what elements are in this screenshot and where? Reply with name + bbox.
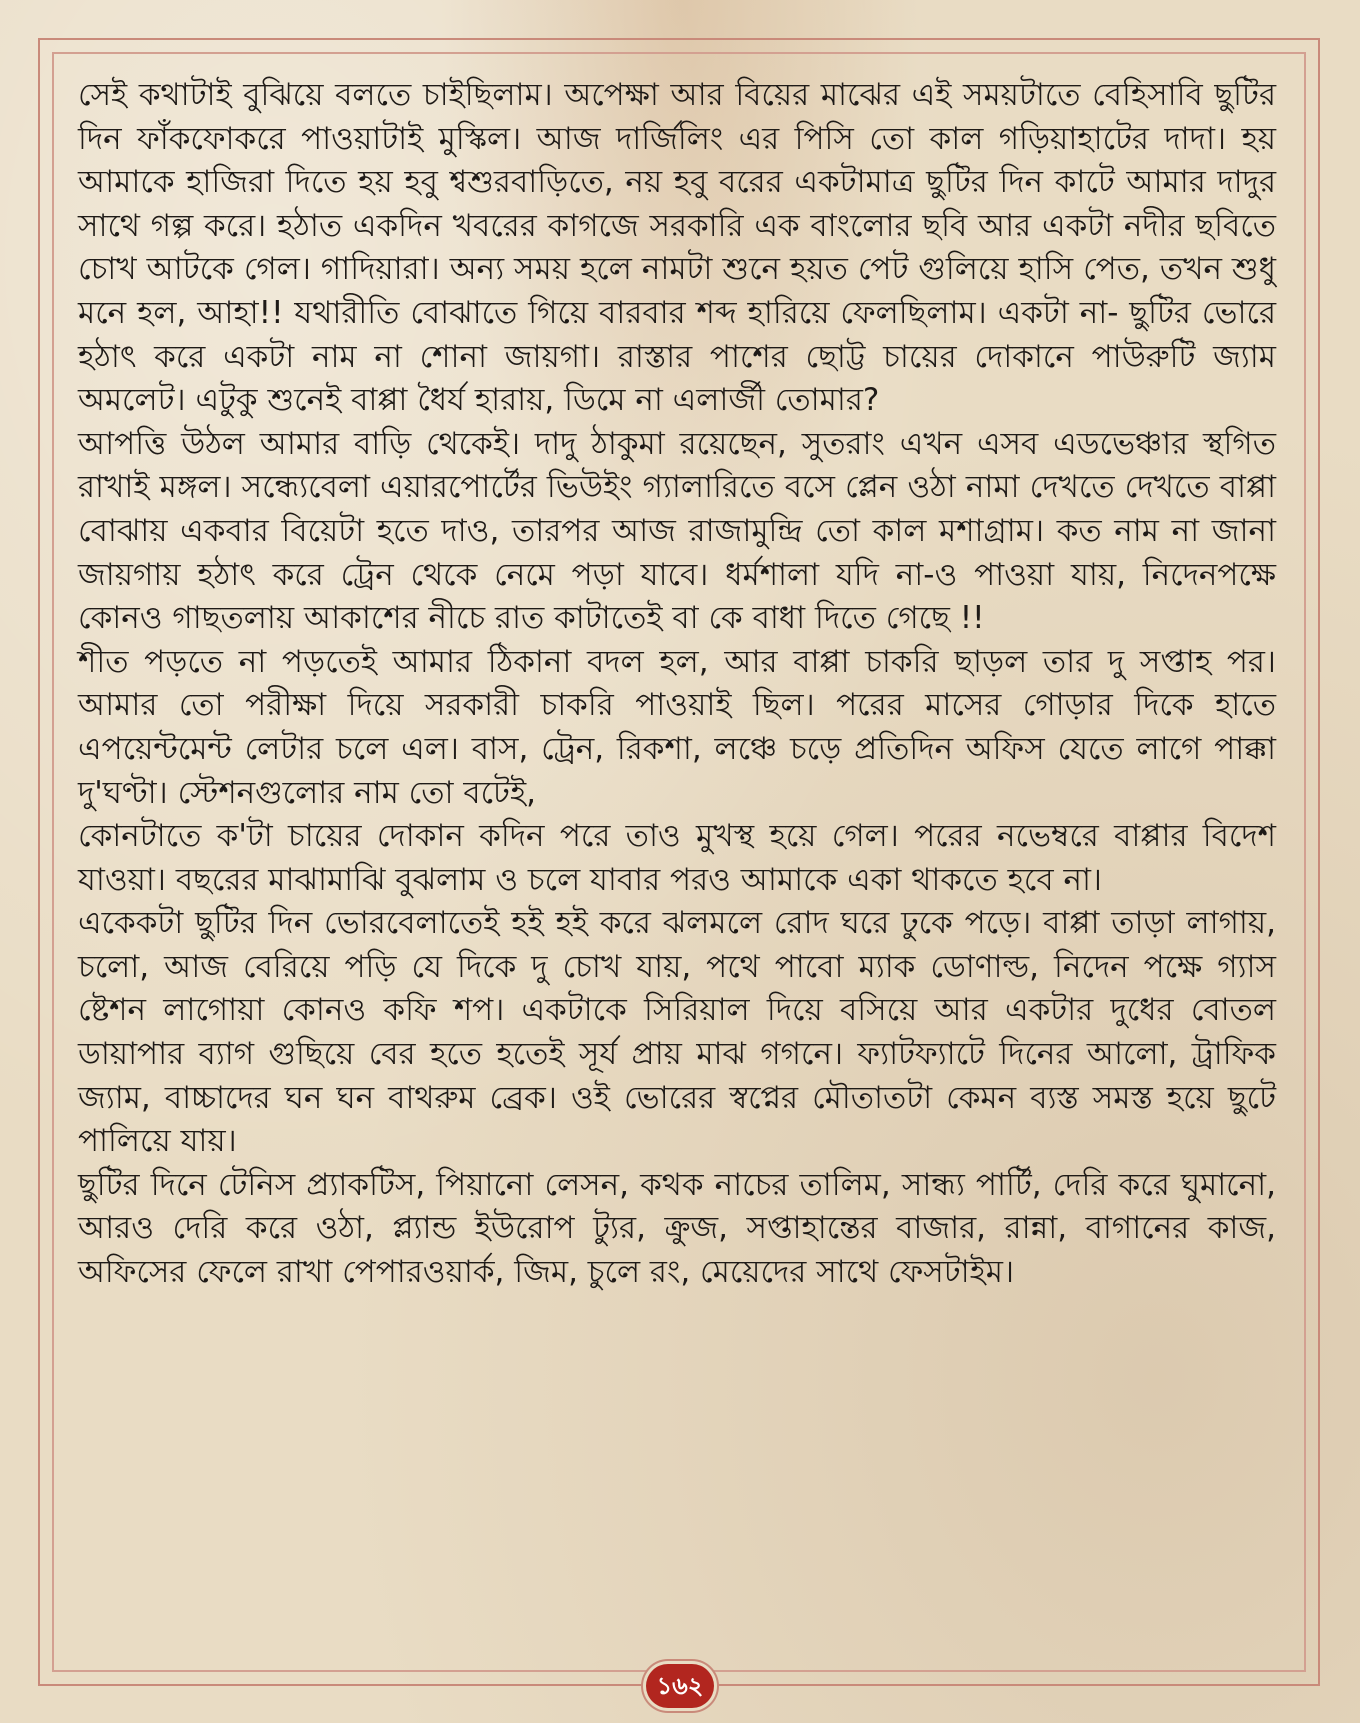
paragraph-1: সেই কথাটাই বুঝিয়ে বলতে চাইছিলাম। অপেক্ষা আর বিয়ের মাঝের এই সময়টাতে বেহিসাবি ছুটির দিন ফাঁকফোকরে পাওয়াটাই মুস্কিল। আজ দার্জিলিং এর পিসি তো কাল গড়িয়াহাটের দাদা। হয় আমাকে হাজিরা দিতে হয় হবু শ্বশুরবাড়িতে, নয় হবু বরের একটামাত্র ছুটির দিন কাটে আমার দাদুর সাথে গল্প করে। হঠাত একদিন খবরের কাগজে সরকারি এক বাংলোর ছবি আর একটা নদীর ছবিতে চোখ আটকে গেল। গাদিয়ারা। অন্য সময় হলে নামটা শুনে হয়ত পেট গুলিয়ে হাসি পেত, তখন শুধু মনে হল, আহা!! যথারীতি বোঝাতে গিয়ে বারবার শব্দ হারিয়ে ফেলছিলাম। একটা না- ছুটির ভোরে হঠাৎ করে একটা নাম না শোনা জায়গা। রাস্তার পাশের ছোট্ট চায়ের দোকানে পাউরুটি জ্যাম অমলেট। এটুকু শুনেই বাপ্পা ধৈর্য হারায়, ডিমে না এলার্জী তোমার?	[78, 77, 1276, 419]
paragraph-6: ছুটির দিনে টেনিস প্র্যাকটিস, পিয়ানো লেসন, কথক নাচের তালিম, সান্ধ্য পার্টি, দেরি করে ঘুমানো, আরও দেরি করে ওঠা, প্ল্যান্ড ইউরোপ ট্যুর, ক্রুজ, সপ্তাহান্তের বাজার, রান্না, বাগানের কাজ, অফিসের ফেলে রাখা পেপারওয়ার্ক, জিম, চুলে রং, মেয়েদের সাথে ফেসটাইম।	[78, 1166, 1276, 1291]
paragraph-3: শীত পড়তে না পড়তেই আমার ঠিকানা বদল হল, আর বাপ্পা চাকরি ছাড়ল তার দু সপ্তাহ পর। আমার তো পরীক্ষা দিয়ে সরকারী চাকরি পাওয়াই ছিল। পরের মাসের গোড়ার দিকে হাতে এপয়েন্টমেন্ট লেটার চলে এল। বাস, ট্রেন, রিকশা, লঞ্চে চড়ে প্রতিদিন অফিস যেতে লাগে পাক্কা দু'ঘণ্টা। স্টেশনগুলোর নাম তো বটেই,	[78, 643, 1276, 811]
paragraph-4: কোনটাতে ক'টা চায়ের দোকান কদিন পরে তাও মুখস্থ হয়ে গেল। পরের নভেম্বরে বাপ্পার বিদেশ যাওয়া। বছরের মাঝামাঝি বুঝলাম ও চলে যাবার পরও আমাকে একা থাকতে হবে না।	[78, 818, 1276, 898]
page-number-badge: ১৬২	[646, 1664, 714, 1708]
page-text	[78, 74, 1276, 1295]
paragraph-2: আপত্তি উঠল আমার বাড়ি থেকেই। দাদু ঠাকুমা রয়েছেন, সুতরাং এখন এসব এডভেঞ্চার স্থগিত রাখাই মঙ্গল। সন্ধ্যেবেলা এয়ারপোর্টের ভিউইং গ্যালারিতে বসে প্লেন ওঠা নামা দেখতে দেখতে বাপ্পা বোঝায় একবার বিয়েটা হতে দাও, তারপর আজ রাজামুন্দ্রি তো কাল মশাগ্রাম। কত নাম না জানা জায়গায় হঠাৎ করে ট্রেন থেকে নেমে পড়া যাবে। ধর্মশালা যদি না-ও পাওয়া যায়, নিদেনপক্ষে কোনও গাছতলায় আকাশের নীচে রাত কাটাতেই বা কে বাধা দিতে গেছে !!	[78, 425, 1276, 637]
paragraph-5: একেকটা ছুটির দিন ভোরবেলাতেই হই হই করে ঝলমলে রোদ ঘরে ঢুকে পড়ে। বাপ্পা তাড়া লাগায়, চলো, আজ বেরিয়ে পড়ি যে দিকে দু চোখ যায়, পথে পাবো ম্যাক ডোণাল্ড, নিদেন পক্ষে গ্যাস ষ্টেশন লাগোয়া কোনও কফি শপ। একটাকে সিরিয়াল দিয়ে বসিয়ে আর একটার দুধের বোতল ডায়াপার ব্যাগ গুছিয়ে বের হতে হতেই সূর্য প্রায় মাঝ গগনে। ফ্যাটফ্যাটে দিনের আলো, ট্রাফিক জ্যাম, বাচ্চাদের ঘন ঘন বাথরুম ব্রেক। ওই ভোরের স্বপ্নের মৌতাতটা কেমন ব্যস্ত সমস্ত হয়ে ছুটে পালিয়ে যায়।	[78, 905, 1276, 1160]
